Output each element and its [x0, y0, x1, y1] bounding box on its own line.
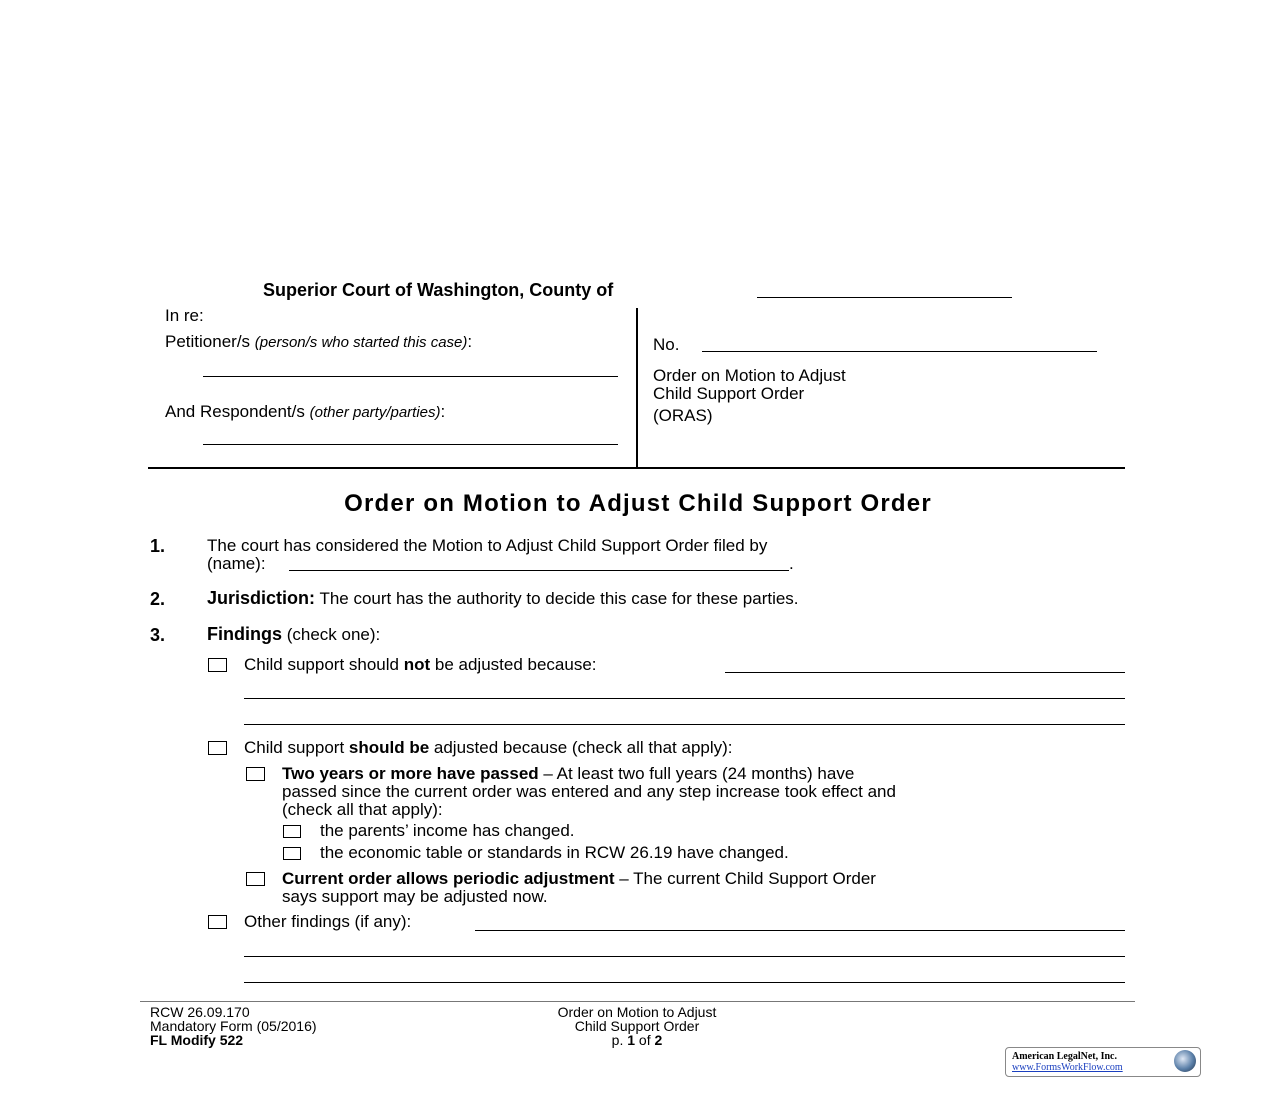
footer-form-version: Mandatory Form (05/2016): [150, 1018, 317, 1034]
globe-icon: [1174, 1050, 1196, 1072]
section-number: 2.: [150, 589, 166, 609]
petitioner-field[interactable]: [203, 376, 618, 377]
footer-rule: [140, 1001, 1135, 1002]
income-changed-label: the parents’ income has changed.: [320, 821, 575, 840]
two-years-text: (check all that apply):: [282, 800, 443, 819]
not-adjusted-reason-field[interactable]: [244, 698, 1125, 699]
section-1-text: The court has considered the Motion to Adjust Child Support Order filed by: [207, 536, 768, 555]
periodic-adjustment-text: says support may be adjusted now.: [282, 887, 548, 906]
respondent-label: And Respondent/s (other party/parties):: [165, 402, 446, 421]
name-label: (name):: [207, 554, 266, 573]
page-indicator: p. 1 of 2: [611, 1032, 663, 1048]
footer-title: Order on Motion to Adjust: [557, 1004, 717, 1020]
table-changed-checkbox[interactable]: [283, 847, 301, 860]
doc-title-line: Child Support Order: [653, 384, 805, 403]
american-legalnet-logo[interactable]: [1005, 1047, 1201, 1077]
other-findings-field[interactable]: [475, 930, 1125, 931]
section-number: 1.: [150, 536, 166, 556]
case-no-label: No.: [653, 335, 680, 354]
logo-company: American LegalNet, Inc.: [1012, 1051, 1117, 1062]
petitioner-label: Petitioner/s (person/s who started this case):: [165, 332, 473, 351]
not-adjusted-reason-field[interactable]: [725, 672, 1125, 673]
case-no-field[interactable]: [702, 351, 1097, 352]
in-re-label: In re:: [165, 306, 204, 325]
footer-statute: RCW 26.09.170: [150, 1004, 250, 1020]
other-findings-checkbox[interactable]: [208, 915, 227, 929]
doc-title-line: (ORAS): [653, 406, 713, 425]
county-field[interactable]: [757, 297, 1012, 298]
should-adjust-checkbox[interactable]: [208, 741, 227, 755]
movant-name-field[interactable]: [289, 570, 789, 571]
two-years-label: Two years or more have passed – At least two full years (24 months) have: [282, 764, 855, 783]
periodic-adjustment-label: Current order allows periodic adjustment – The current Child Support Order: [282, 869, 876, 888]
respondent-field[interactable]: [203, 444, 618, 445]
other-findings-label: Other findings (if any):: [244, 912, 412, 931]
not-adjusted-reason-field[interactable]: [244, 724, 1125, 725]
footer-form-id: FL Modify 522: [150, 1032, 244, 1048]
income-changed-checkbox[interactable]: [283, 825, 301, 838]
caption-bottom-rule: [148, 467, 1125, 469]
court-heading: Superior Court of Washington, County of: [263, 280, 614, 300]
other-findings-field[interactable]: [244, 956, 1125, 957]
footer-title: Child Support Order: [574, 1018, 700, 1034]
two-years-text: passed since the current order was entered and any step increase took effect and: [282, 782, 896, 801]
section-number: 3.: [150, 625, 166, 645]
section-2-text: Jurisdiction: The court has the authority to decide this case for these parties.: [207, 588, 799, 608]
logo-link[interactable]: www.FormsWorkFlow.com: [1012, 1062, 1123, 1073]
should-adjust-label: Child support should be adjusted because (check all that apply):: [244, 738, 733, 757]
caption-divider: [636, 308, 638, 468]
section-3-heading: Findings (check one):: [207, 624, 381, 644]
not-adjusted-label: Child support should not be adjusted because:: [244, 655, 597, 674]
period: .: [789, 554, 794, 573]
page-title: Order on Motion to Adjust Child Support Order: [344, 490, 932, 517]
not-adjusted-checkbox[interactable]: [208, 658, 227, 672]
doc-title-line: Order on Motion to Adjust: [653, 366, 846, 385]
table-changed-label: the economic table or standards in RCW 26.19 have changed.: [320, 843, 789, 862]
other-findings-field[interactable]: [244, 982, 1125, 983]
periodic-adjustment-checkbox[interactable]: [246, 872, 265, 886]
two-years-checkbox[interactable]: [246, 767, 265, 781]
